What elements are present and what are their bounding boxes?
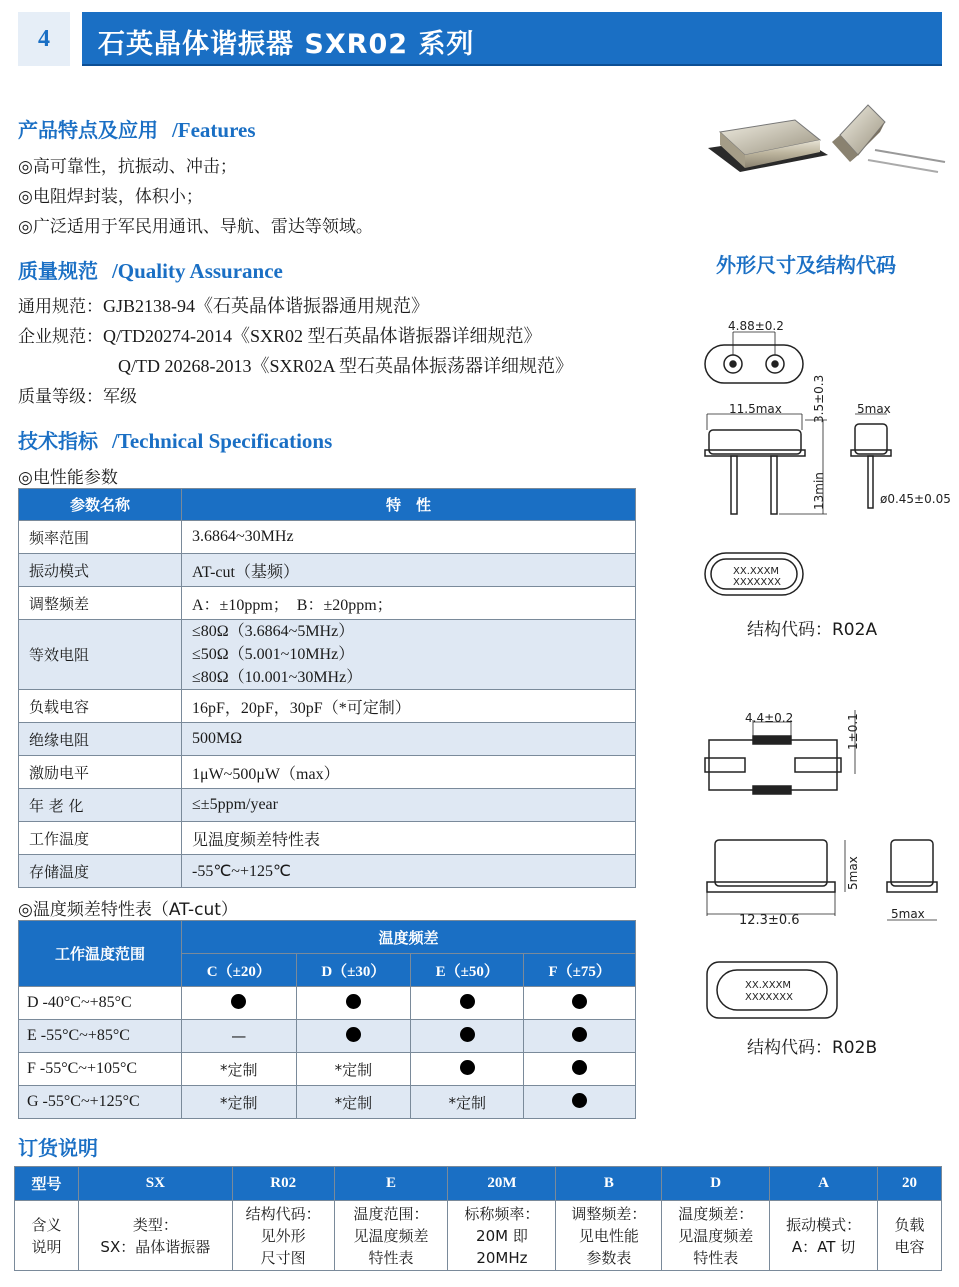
order-desc-line: 振动模式： [786,1215,862,1234]
order-header-cell: A [770,1167,878,1201]
param-name: 等效电阻 [19,620,182,690]
order-desc-line: 负载 [894,1215,925,1234]
supported-dot [524,1053,636,1086]
order-desc-line: 见电性能 [578,1226,639,1245]
order-desc-line: 电容 [894,1237,925,1256]
order-header-cell: D [662,1167,770,1201]
order-header-cell: E [334,1167,448,1201]
param-name: 年 老 化 [19,789,182,822]
order-header-cell: R02 [232,1167,334,1201]
section-number: 4 [18,12,70,66]
bullet-icon [572,1093,587,1108]
supported-dot [524,1086,636,1119]
order-desc-line: 参数表 [586,1248,632,1267]
param-value: -55℃~+125℃ [182,855,636,888]
param-value: ≤80Ω（3.6864~5MHz） ≤50Ω（5.001~10MHz） ≤80Ω（10.001~30MHz） [182,620,636,690]
order-desc-row [15,1201,942,1271]
svg-text:4.4±0.2: 4.4±0.2 [745,711,794,725]
param-name: 振动模式 [19,554,182,587]
order-desc-line: 尺寸图 [260,1248,306,1267]
temp-cell: *定制 [182,1053,297,1086]
order-desc-cell [770,1201,878,1271]
svg-text:ø0.45±0.05: ø0.45±0.05 [880,492,951,506]
svg-text:5max: 5max [857,402,891,416]
tech-heading: 技术指标 /Technical Specifications [18,429,333,453]
order-header-row [15,1167,942,1201]
order-desc-line: 特性表 [368,1248,414,1267]
r02a-code: 结构代码：R02A [747,620,878,640]
order-desc-line: 调整频差： [571,1204,647,1223]
temp-table-title: ◎温度频差特性表（AT-cut） [18,900,238,920]
param-name: 工作温度 [19,822,182,855]
order-desc-line: A：AT 切 [791,1237,856,1256]
param-value: 见温度频差特性表 [182,822,636,855]
order-header-cell: SX [78,1167,232,1201]
order-header-cell: 20 [878,1167,942,1201]
order-desc-cell [15,1201,79,1271]
supported-dot [182,987,297,1020]
r02b-code: 结构代码：R02B [747,1038,878,1058]
bullet-icon [346,1027,361,1042]
order-desc-line: 温度频差： [678,1204,754,1223]
bullet-icon [572,994,587,1009]
bullet-icon [572,1027,587,1042]
supported-dot [411,1053,524,1086]
table-row [19,1020,636,1053]
temp-cell: *定制 [296,1053,411,1086]
svg-text:XX.XXXM: XX.XXXM [745,980,792,991]
order-desc-cell [556,1201,662,1271]
bullet-icon [346,994,361,1009]
supported-dot [524,1020,636,1053]
bullet-icon [460,994,475,1009]
r02a-drawing [695,310,955,620]
param-value: 500MΩ [182,723,636,756]
temp-cell: *定制 [411,1086,524,1119]
order-desc-cell [232,1201,334,1271]
temp-cell: *定制 [296,1086,411,1119]
feature-item: ◎电阻焊封装，体积小； [18,187,203,207]
temp-cell: — [182,1020,297,1053]
order-desc-line: 见温度频差 [678,1226,754,1245]
features-heading: 产品特点及应用 /Features [18,118,256,142]
svg-text:5max: 5max [846,856,860,890]
supported-dot [296,1020,411,1053]
supported-dot [411,1020,524,1053]
order-header-cell: B [556,1167,662,1201]
feature-item: ◎高可靠性，抗振动、冲击； [18,157,237,177]
order-header-cell: 20M [448,1167,556,1201]
param-name: 负载电容 [19,690,182,723]
param-name: 调整频差 [19,587,182,620]
product-photo [700,100,950,195]
svg-text:4.88±0.2: 4.88±0.2 [728,319,784,333]
supported-dot [524,987,636,1020]
order-desc-line: 标称频率： [464,1204,540,1223]
quality-heading: 质量规范 /Quality Assurance [18,259,283,283]
feature-item: ◎广泛适用于军民用通讯、导航、雷达等领域。 [18,217,373,237]
col-header-char: 特 性 [182,489,636,521]
order-desc-cell [78,1201,232,1271]
bullet-icon [572,1060,587,1075]
enterprise-spec-2: Q/TD 20268-2013《SXR02A 型石英晶体振荡器详细规范》 [118,356,574,376]
order-heading: 订货说明 [18,1136,98,1160]
svg-text:5max: 5max [891,907,925,921]
electrical-table [18,488,636,888]
enterprise-spec: 企业规范：Q/TD20274-2014《SXR02 型石英晶体谐振器详细规范》 [18,326,542,347]
bullet-icon [231,994,246,1009]
order-desc-cell [448,1201,556,1271]
temp-range-cell: D -40°C~+85°C [19,987,182,1020]
col-header: C（±20） [182,954,297,987]
order-desc-cell [662,1201,770,1271]
svg-text:11.5max: 11.5max [729,402,782,416]
temp-table [18,920,636,1119]
order-desc-line: 温度范围： [353,1204,429,1223]
svg-text:XXXXXXX: XXXXXXX [733,577,781,588]
order-table [14,1166,942,1271]
param-value: A：±10ppm； B：±20ppm； [182,587,636,620]
order-desc-line: 含义 [31,1215,62,1234]
svg-text:12.3±0.6: 12.3±0.6 [739,913,800,928]
param-name: 频率范围 [19,521,182,554]
order-header-cell: 型号 [15,1167,79,1201]
electrical-title: ◎电性能参数 [18,468,118,488]
quality-grade: 质量等级：军级 [18,387,137,407]
drawing-title: 外形尺寸及结构代码 [716,253,896,277]
order-desc-line: 20MHz [476,1248,528,1267]
col-header: F（±75） [524,954,636,987]
param-name: 绝缘电阻 [19,723,182,756]
param-value: 16pF，20pF，30pF（*可定制） [182,690,636,723]
r02b-drawing [695,700,955,1035]
supported-dot [296,987,411,1020]
col-header: D（±30） [296,954,411,987]
param-name: 激励电平 [19,756,182,789]
supported-dot [411,987,524,1020]
table-row [19,987,636,1020]
svg-text:XXXXXXX: XXXXXXX [745,992,793,1003]
order-desc-cell [334,1201,448,1271]
order-desc-line: SX：晶体谐振器 [100,1237,211,1256]
col-header-param: 参数名称 [19,489,182,521]
temp-range-cell: F -55°C~+105°C [19,1053,182,1086]
param-value: 1μW~500μW（max） [182,756,636,789]
order-desc-line: 特性表 [693,1248,739,1267]
param-value: ≤±5ppm/year [182,789,636,822]
param-value: 3.6864~30MHz [182,521,636,554]
order-desc-line: 20M 即 [476,1226,528,1245]
svg-text:3.5±0.3: 3.5±0.3 [812,374,826,423]
temp-cell: *定制 [182,1086,297,1119]
bullet-icon [460,1060,475,1075]
bullet-icon [460,1027,475,1042]
table-row [19,1086,636,1119]
order-desc-line: 见温度频差 [353,1226,429,1245]
temp-range-cell: G -55°C~+125°C [19,1086,182,1119]
general-spec: 通用规范：GJB2138-94《石英晶体谐振器通用规范》 [18,296,430,317]
order-desc-line: 结构代码： [245,1204,321,1223]
svg-text:XX.XXXM: XX.XXXM [733,566,780,577]
temp-range-cell: E -55°C~+85°C [19,1020,182,1053]
order-desc-line: 说明 [31,1237,62,1256]
col-header: E（±50） [411,954,524,987]
param-name: 存储温度 [19,855,182,888]
order-desc-cell [878,1201,942,1271]
page-title: 石英晶体谐振器 SXR02 系列 [98,29,475,60]
svg-text:1±0.1: 1±0.1 [846,713,860,750]
param-value: AT-cut（基频） [182,554,636,587]
order-desc-line: 类型： [132,1215,178,1234]
col-header-group: 温度频差 [182,921,636,954]
title-bar [18,12,942,66]
table-row [19,1053,636,1086]
order-desc-line: 见外形 [260,1226,306,1245]
svg-text:13min: 13min [812,472,826,510]
col-header-range: 工作温度范围 [19,921,182,987]
